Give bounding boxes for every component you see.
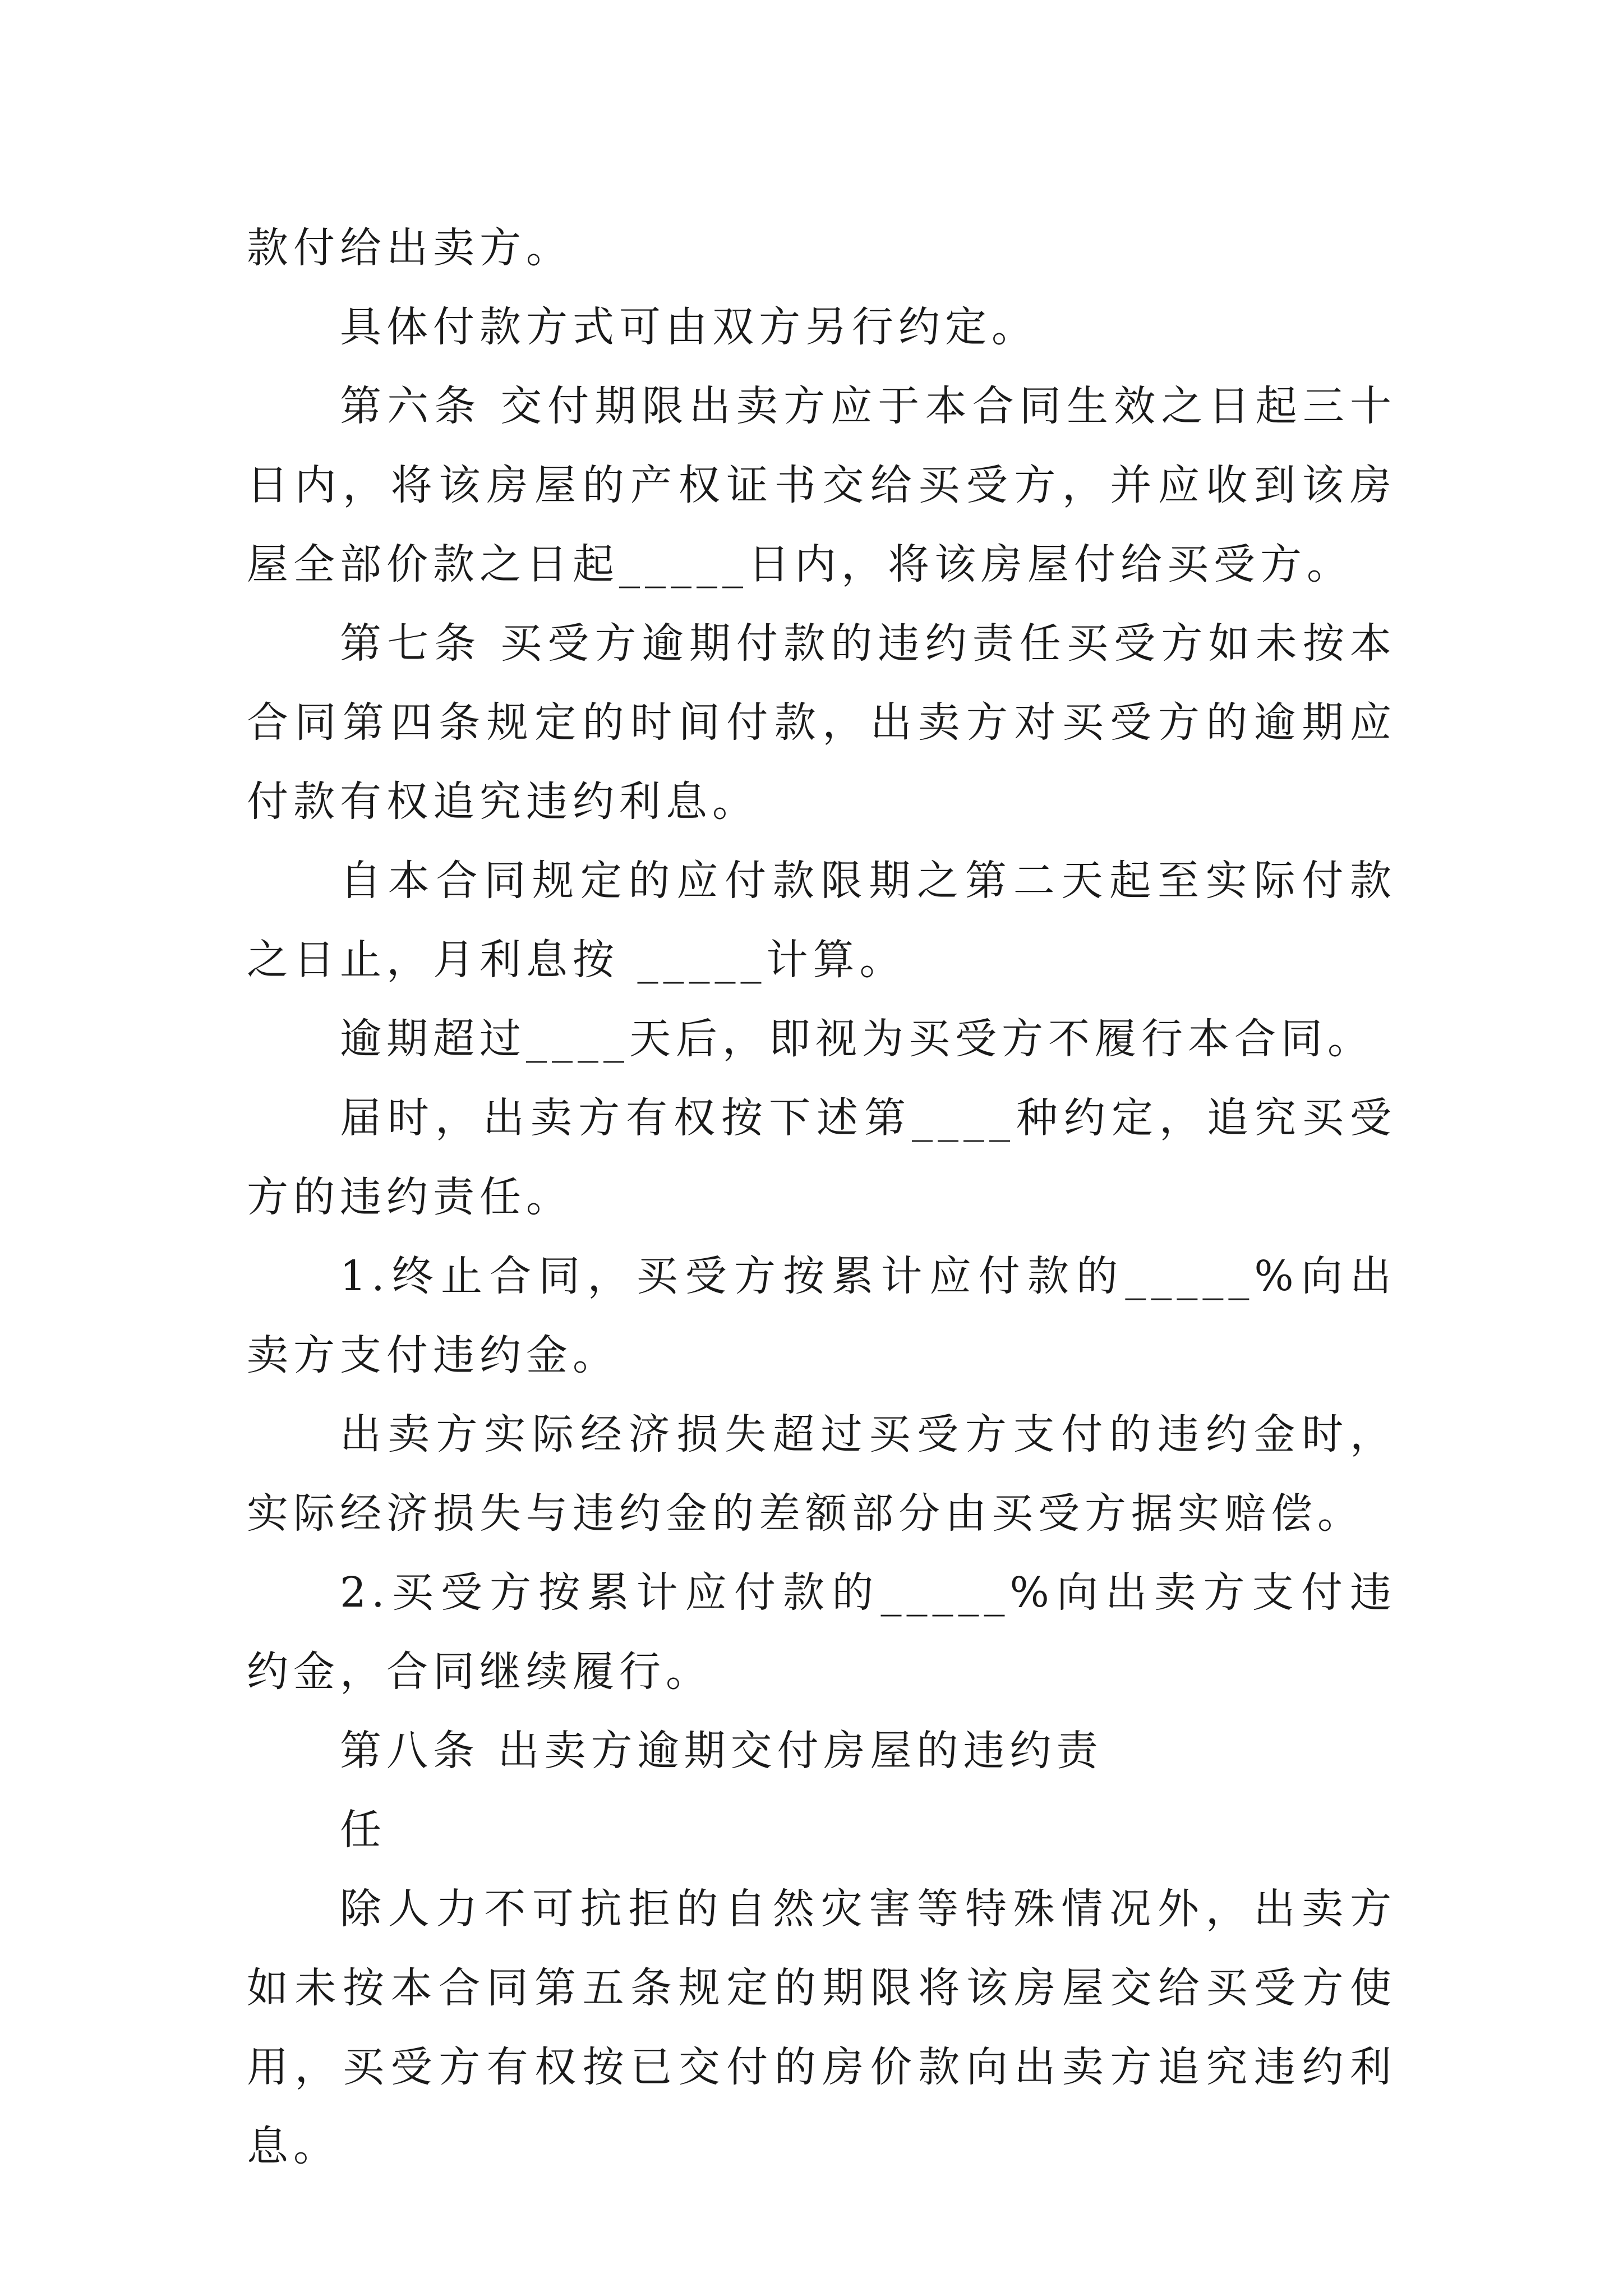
paragraph: 自本合同规定的应付款限期之第二天起至实际付款之日止，月利息按 _____计算。 bbox=[247, 857, 1396, 984]
paragraph: 逾期超过____天后，即视为买受方不履行本合同。 bbox=[340, 1015, 1374, 1063]
paragraph: 具体付款方式可由双方另行约定。 bbox=[340, 303, 1038, 351]
paragraph: 2.买受方按累计应付款的_____%向出卖方支付违约金，合同继续履行。 bbox=[247, 1568, 1396, 1696]
paragraph: 第七条 买受方逾期付款的违约责任买受方如未按本合同第四条规定的时间付款，出卖方对买受方的逾期应付款有权追究违约利息。 bbox=[247, 619, 1396, 826]
paragraph: 第八条 出卖方逾期交付房屋的违约责 bbox=[340, 1727, 1103, 1775]
paragraph: 款付给出卖方。 bbox=[247, 224, 573, 272]
paragraph: 第六条 交付期限出卖方应于本合同生效之日起三十日内，将该房屋的产权证书交给买受方，并应收到该房屋全部价款之日起_____日内，将该房屋付给买受方。 bbox=[247, 382, 1396, 588]
paragraph: 1.终止合同，买受方按累计应付款的_____%向出卖方支付违约金。 bbox=[247, 1252, 1396, 1379]
document-body bbox=[247, 209, 1396, 2186]
paragraph: 届时，出卖方有权按下述第____种约定，追究买受方的违约责任。 bbox=[247, 1094, 1396, 1221]
paragraph: 任 bbox=[340, 1806, 386, 1854]
paragraph: 出卖方实际经济损失超过买受方支付的违约金时，实际经济损失与违约金的差额部分由买受方据实赔偿。 bbox=[247, 1410, 1396, 1538]
paragraph: 除人力不可抗拒的自然灾害等特殊情况外，出卖方如未按本合同第五条规定的期限将该房屋交给买受方使用，买受方有权按已交付的房价款向出卖方追究违约利息。 bbox=[247, 1885, 1396, 2170]
